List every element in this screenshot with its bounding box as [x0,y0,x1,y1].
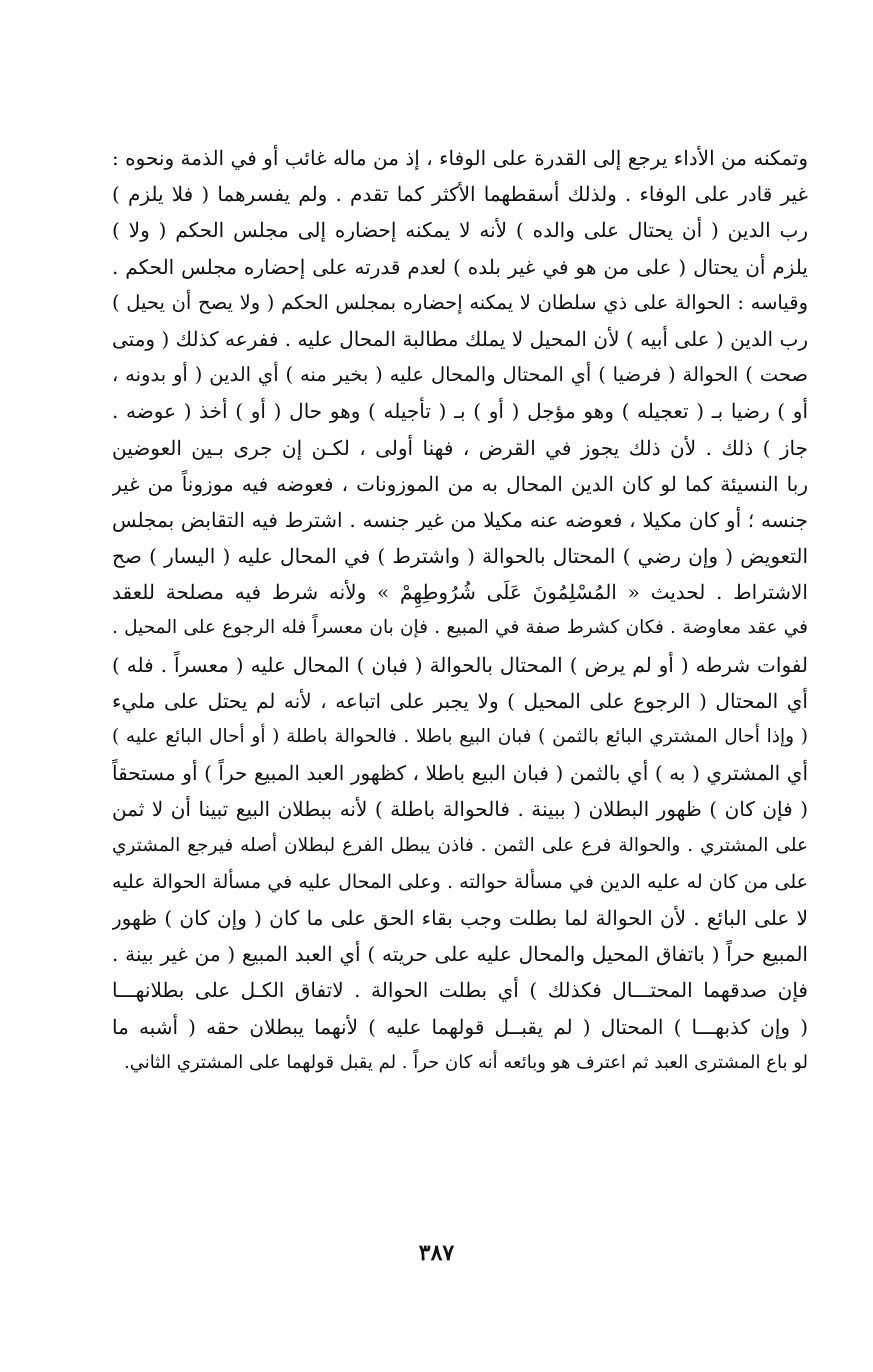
text-line: الاشتراط . لحديث « المُسْلِمُونَ عَلَى شُرُوطِهِمْ » ولأنه شرط فيه مصلحة للعقد [112,580,808,605]
text-line: لفوات شرطه ( أو لم يرض ) المحتال بالحوالة ( فبان ) المحال عليه ( معسراً . فله ) [112,652,808,677]
text-line: المبيع حراً ( باتفاق المحيل والمحال عليه على حريته ) أي العبد المبيع ( من غير بينة . [112,942,808,967]
page-number: ٣٨٧ [418,1240,455,1266]
text-line: جنسه ؛ أو كان مكيلا ، فعوضه عنه مكيلا من غير جنسه . اشترط فيه التقابض بمجلس [112,507,808,532]
text-line: رب الدين ( على أبيه ) لأن المحيل لا يملك مطالبة المحال عليه . ففرعه كذلك ( ومتى [112,326,808,351]
text-line: فإن صدقهما المحتـــال فكذلك ) أي بطلت الحوالة . لاتفاق الكـل على بطلانهـــا [112,978,808,1003]
text-line: ربا النسيئة كما لو كان الدين المحال به من الموزونات ، فعوضه فيه موزوناً من غير [112,471,808,496]
text-line: لا على البائع . لأن الحوالة لما بطلت وجب بقاء الحق على ما كان ( وإن كان ) ظهور [112,905,808,930]
text-line: رب الدين ( أن يحتال على والده ) لأنه لا يمكنه إحضاره إلى مجلس الحكم ( ولا ) [112,218,808,243]
text-line: التعويض ( وإن رضي ) المحتال بالحوالة ( واشترط ) في المحال عليه ( اليسار ) صح [112,544,808,569]
text-line: ( وإن كذبهـــا ) المحتال ( لم يقبــل قولهما عليه ) لأنهما يبطلان حقه ( أشبه ما [112,1014,808,1039]
text-line: في عقد معاوضة . فكان كشرط صفة في المبيع . فإن بان معسراً فله الرجوع على المحيل . [112,617,808,639]
text-line: أو ) رضيا بـ ( تعجيله ) وهو مؤجل ( أو ) بـ ( تأجيله ) وهو حال ( أو ) أخذ ( عوضه . [112,399,808,424]
text-line: ( وإذا أحال المشتري البائع بالثمن ) فبان البيع باطلا . فالحوالة باطلة ( أو أحال البائع عليه ) [112,726,808,747]
text-line: وتمكنه من الأداء يرجع إلى القدرة على الوفاء ، إذ من ماله غائب أو في الذمة ونحوه : [112,146,808,170]
text-line: غير قادر على الوفاء . ولذلك أسقطهما الأكثر كما تقدم . ولم يفسرهما ( فلا يلزم ) [112,182,808,207]
body-text [112,140,808,1081]
text-line: على المشتري . والحوالة فرع على الثمن . فاذن يبطل الفرع لبطلان أصله فيرجع المشتري [112,834,808,856]
text-line: جاز ) ذلك . لأن ذلك يجوز في القرض ، فهنا أولى ، لكـن إن جرى بـين العوضين [112,435,808,460]
text-line: أي المحتال ( الرجوع على المحيل ) ولا يجبر على اتباعه ، لأنه لم يحتل على مليء [112,688,808,713]
text-line: أي المشتري ( به ) أي بالثمن ( فبان البيع باطلا ، كظهور العبد المبيع حراً ) أو مستحقاً [112,761,808,786]
text-line: ( فإن كان ) ظهور البطلان ( ببينة . فالحوالة باطلة ) لأنه ببطلان البيع تبينا أن لا ثمن [112,797,808,822]
text-line: يلزم أن يحتال ( على من هو في غير بلده ) لعدم قدرته على إحضاره مجلس الحكم . [112,254,808,279]
text-line: على من كان له عليه الدين في مسألة حوالته . وعلى المحال عليه في مسألة الحوالة عليه [112,870,808,893]
text-line: لو باع المشترى العبد ثم اعترف هو وبائعه أنه كان حراً . لم يقبل قولهما على المشتري الثاني. [124,1051,808,1073]
text-line: وقياسه : الحوالة على ذي سلطان لا يمكنه إحضاره بمجلس الحكم ( ولا يصح أن يحيل ) [112,290,808,314]
text-line: صحت ) الحوالة ( فرضيا ) أي المحتال والمحال عليه ( بخير منه ) أي الدين ( أو بدونه ، [112,363,808,387]
